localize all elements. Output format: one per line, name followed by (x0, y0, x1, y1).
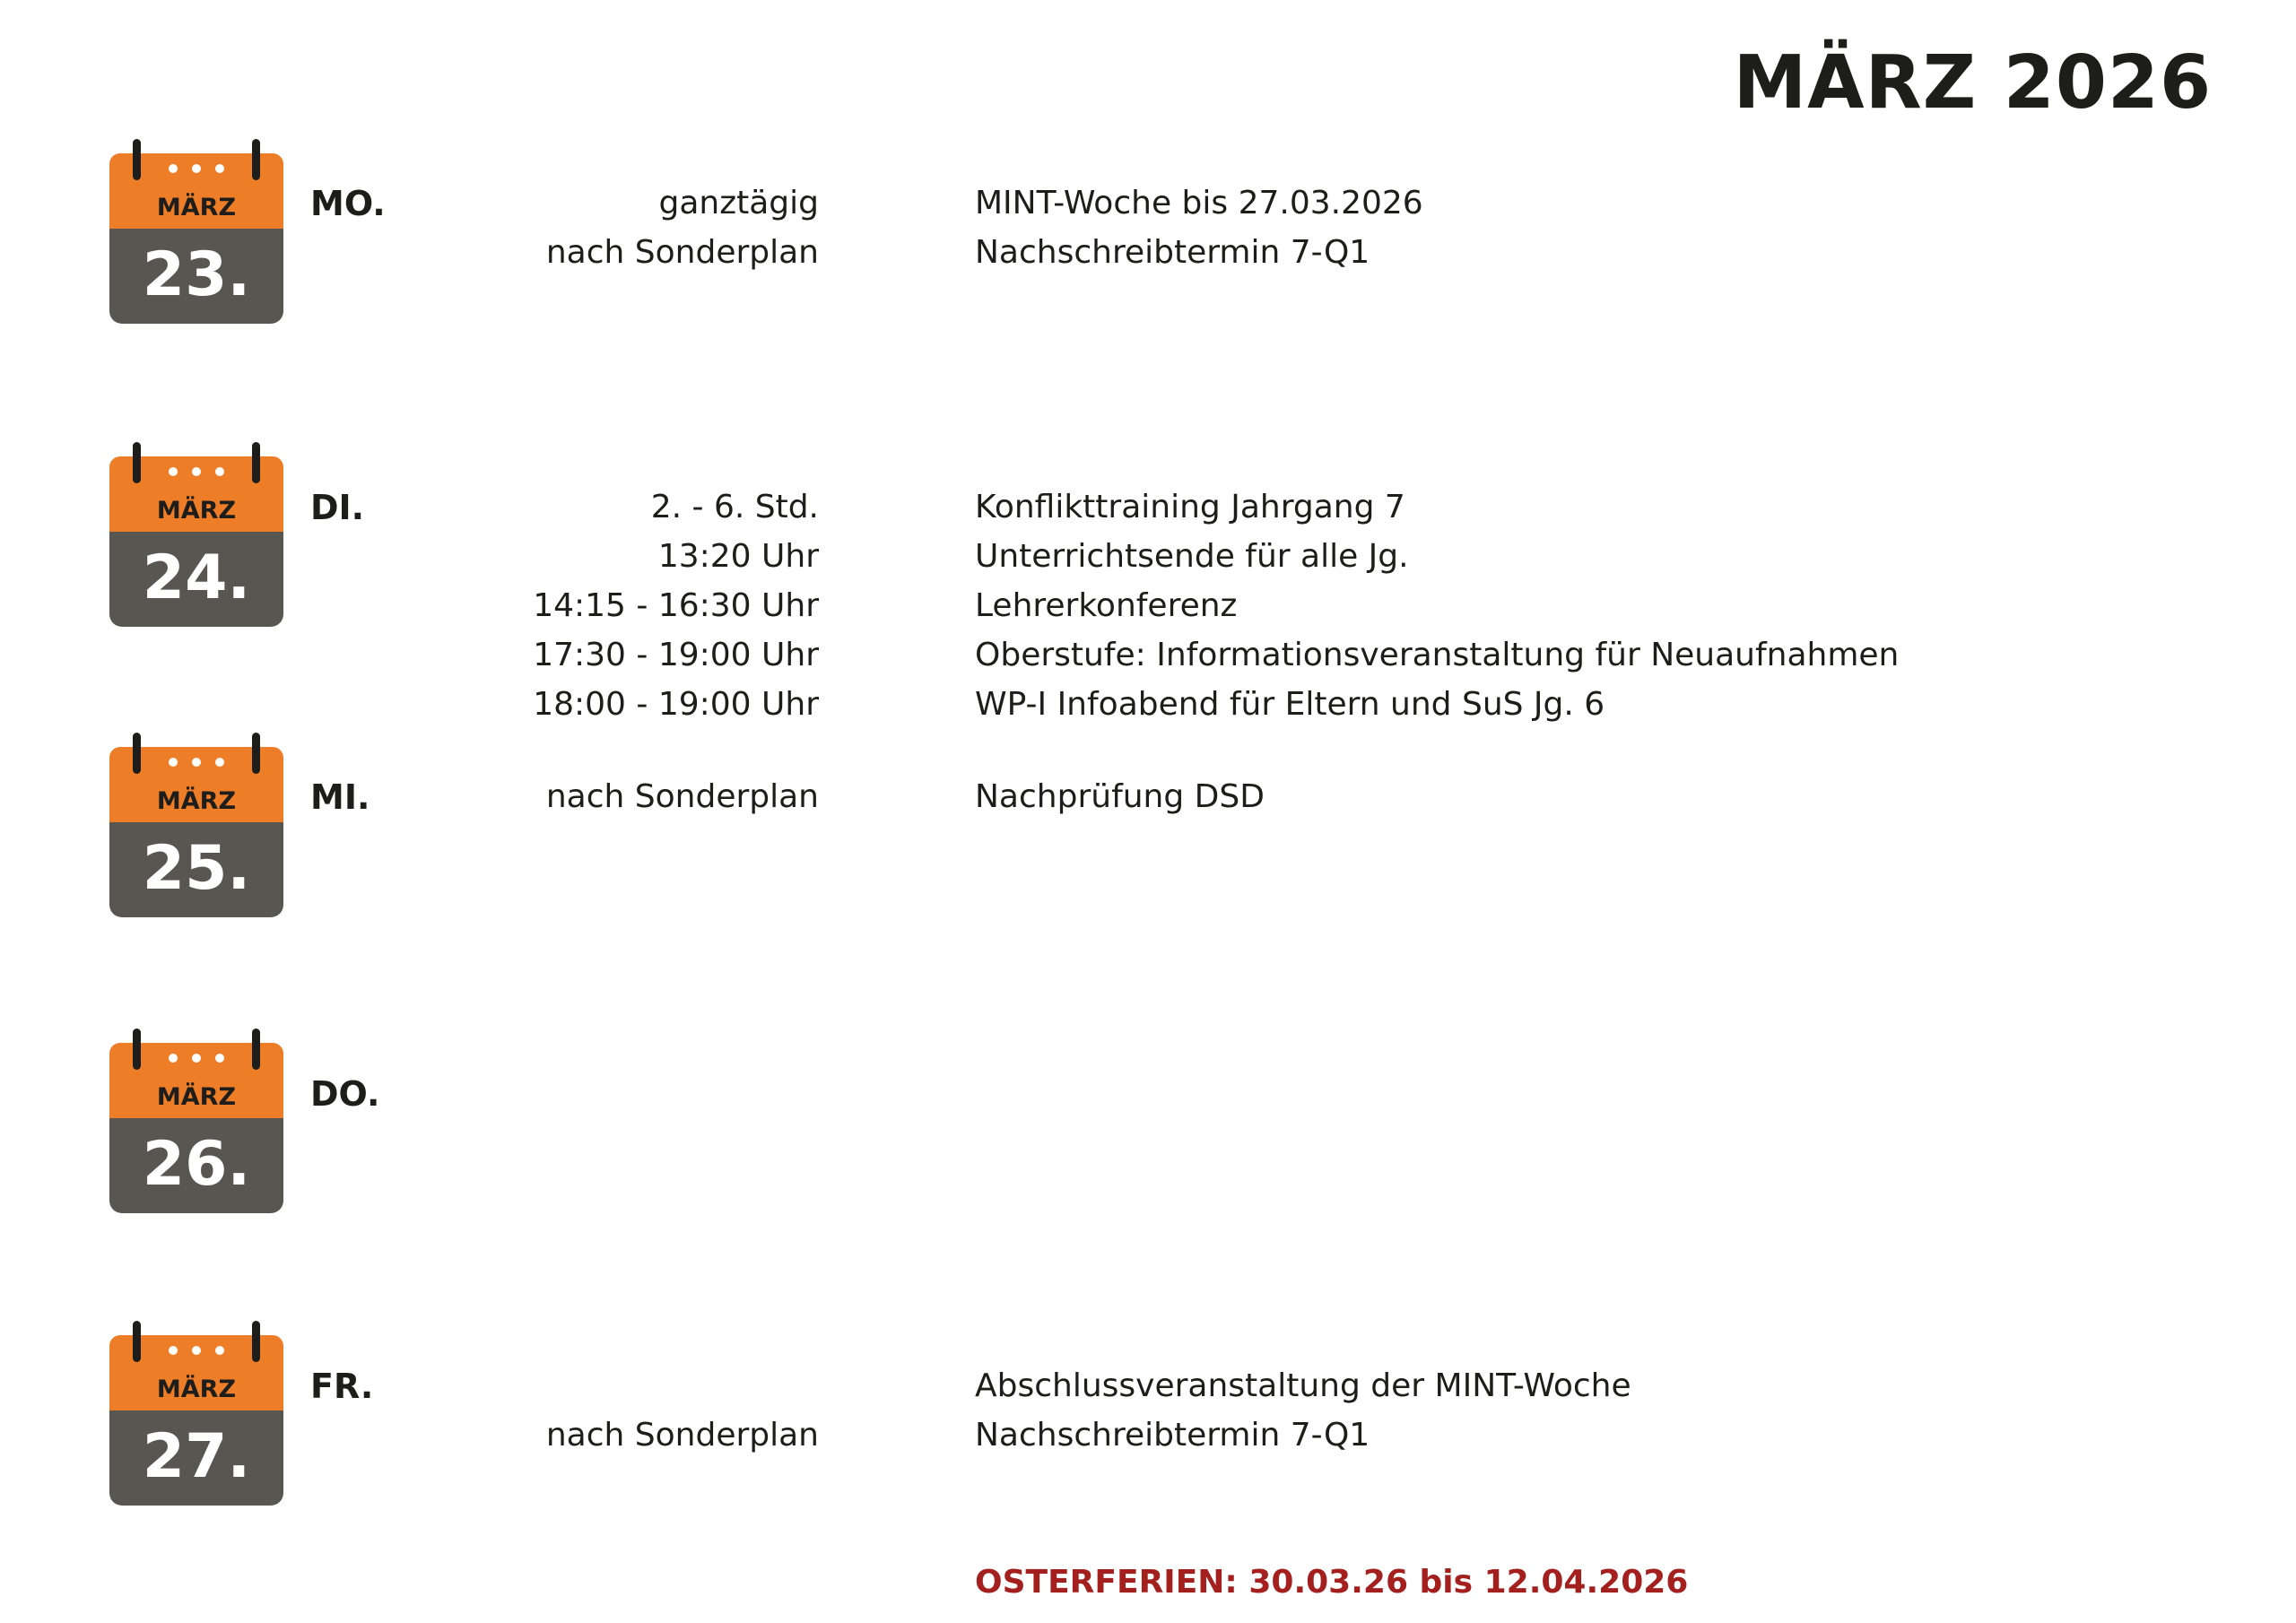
holiday-notice: OSTERFERIEN: 30.03.26 bis 12.04.2026 (975, 1564, 1689, 1601)
event-entry: Nachprüfung DSD (975, 778, 1265, 815)
time-entry: ganztägig (658, 185, 819, 221)
weekday-label: DI. (310, 488, 365, 527)
time-column (546, 178, 819, 277)
time-entry: nach Sonderplan (545, 1417, 819, 1454)
event-column (975, 772, 1265, 821)
calendar-dots-icon (109, 467, 283, 478)
event-entry: Konflikttraining Jahrgang 7 (975, 489, 1405, 525)
calendar-date-number: 27. (142, 1421, 251, 1492)
event-entry: Unterrichtsende für alle Jg. (975, 538, 1409, 575)
calendar-date-number: 26. (142, 1129, 251, 1200)
calendar-icon-23 (109, 139, 283, 324)
calendar-dots-icon (109, 164, 283, 175)
calendar-month-label: MÄRZ (156, 1083, 237, 1111)
time-entry (546, 1361, 819, 1410)
calendar-icon-27 (109, 1321, 283, 1506)
calendar-month-label: MÄRZ (156, 497, 237, 525)
weekday-label: FR. (310, 1367, 374, 1406)
time-entry: 18:00 - 19:00 Uhr (533, 686, 819, 723)
time-entry: nach Sonderplan (545, 234, 819, 271)
page-title: MÄRZ 2026 (1733, 40, 2212, 126)
calendar-dots-icon (109, 1346, 283, 1357)
time-column (533, 482, 819, 729)
event-column (975, 1361, 1631, 1460)
event-entry: Oberstufe: Informationsveranstaltung für Neuaufnahmen (975, 637, 1900, 673)
calendar-icon-26 (109, 1028, 283, 1213)
calendar-icon-24 (109, 442, 283, 627)
calendar-month-label: MÄRZ (156, 194, 237, 221)
calendar-dots-icon (109, 758, 283, 768)
calendar-dots-icon (109, 1054, 283, 1064)
event-entry: MINT-Woche bis 27.03.2026 (975, 185, 1423, 221)
event-entry: Nachschreibtermin 7-Q1 (975, 1417, 1370, 1454)
weekday-label: MO. (310, 184, 386, 223)
calendar-date-number: 23. (142, 239, 251, 310)
time-column (546, 1361, 819, 1460)
calendar-date-number: 24. (142, 542, 251, 613)
time-entry: 13:20 Uhr (657, 538, 819, 575)
calendar-icon-25 (109, 733, 283, 917)
event-entry: Nachschreibtermin 7-Q1 (975, 234, 1370, 271)
event-column (975, 178, 1423, 277)
time-column (546, 772, 819, 821)
time-entry: 14:15 - 16:30 Uhr (533, 587, 819, 624)
weekday-label: MI. (310, 777, 370, 817)
calendar-month-label: MÄRZ (156, 1376, 237, 1403)
time-entry: 17:30 - 19:00 Uhr (533, 637, 819, 673)
calendar-month-label: MÄRZ (156, 787, 237, 815)
calendar-date-number: 25. (142, 833, 251, 904)
event-column (975, 482, 1899, 729)
time-entry: 2. - 6. Std. (650, 489, 819, 525)
event-entry: WP-I Infoabend für Eltern und SuS Jg. 6 (975, 686, 1605, 723)
weekday-label: DO. (310, 1074, 380, 1114)
time-entry: nach Sonderplan (545, 778, 819, 815)
event-entry: Abschlussveranstaltung der MINT-Woche (975, 1367, 1631, 1404)
event-entry: Lehrerkonferenz (975, 587, 1238, 624)
